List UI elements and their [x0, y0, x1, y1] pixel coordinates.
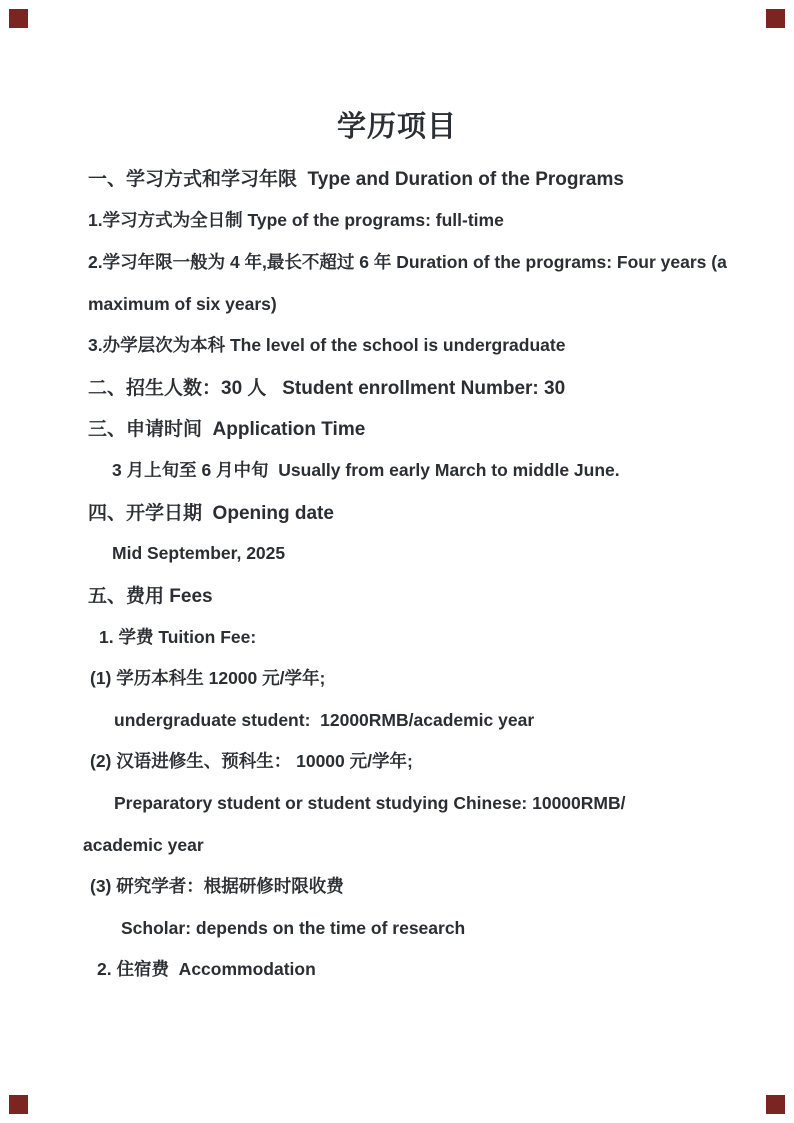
- fees-item-3-scholar: (3) 研究学者：根据研修时限收费: [90, 876, 344, 896]
- section-5-heading: 五、费用 Fees: [88, 586, 213, 607]
- fees-accommodation-heading: 2. 住宿费 Accommodation: [97, 959, 316, 979]
- corner-marker-top-right: [766, 9, 785, 28]
- item-1-3-school-level: 3.办学层次为本科 The level of the school is undergraduate: [88, 335, 566, 355]
- fees-item-1-undergraduate: (1) 学历本科生 12000 元/学年;: [90, 668, 326, 688]
- corner-marker-bottom-left: [9, 1095, 28, 1114]
- item-1-1-program-type: 1.学习方式为全日制 Type of the programs: full-time: [88, 210, 504, 230]
- fees-item-1-english: undergraduate student: 12000RMB/academic year: [114, 710, 535, 730]
- section-3-application-time: 3 月上旬至 6 月中旬 Usually from early March to middle June.: [112, 460, 620, 480]
- item-1-2-program-duration: 2.学习年限一般为 4 年,最长不超过 6 年 Duration of the programs: Four years (a: [88, 252, 727, 272]
- section-4-heading: 四、开学日期 Opening date: [88, 503, 334, 524]
- section-1-heading: 一、学习方式和学习年限 Type and Duration of the Programs: [88, 169, 624, 190]
- fees-item-2-preparatory: (2) 汉语进修生、预科生： 10000 元/学年;: [90, 751, 413, 771]
- fees-tuition-heading: 1. 学费 Tuition Fee:: [99, 627, 257, 647]
- section-4-opening-date: Mid September, 2025: [112, 543, 286, 563]
- page-title: 学历项目: [336, 111, 457, 143]
- item-1-2-continuation: maximum of six years): [88, 294, 277, 314]
- section-2-enrollment: 二、招生人数：30 人 Student enrollment Number: 30: [88, 378, 566, 399]
- corner-marker-bottom-right: [766, 1095, 785, 1114]
- fees-item-2-english: Preparatory student or student studying Chinese: 10000RMB/: [114, 793, 626, 813]
- fees-item-3-english: Scholar: depends on the time of research: [121, 918, 466, 938]
- section-3-heading: 三、申请时间 Application Time: [88, 419, 366, 440]
- corner-marker-top-left: [9, 9, 28, 28]
- fees-item-2-english-cont: academic year: [83, 835, 204, 855]
